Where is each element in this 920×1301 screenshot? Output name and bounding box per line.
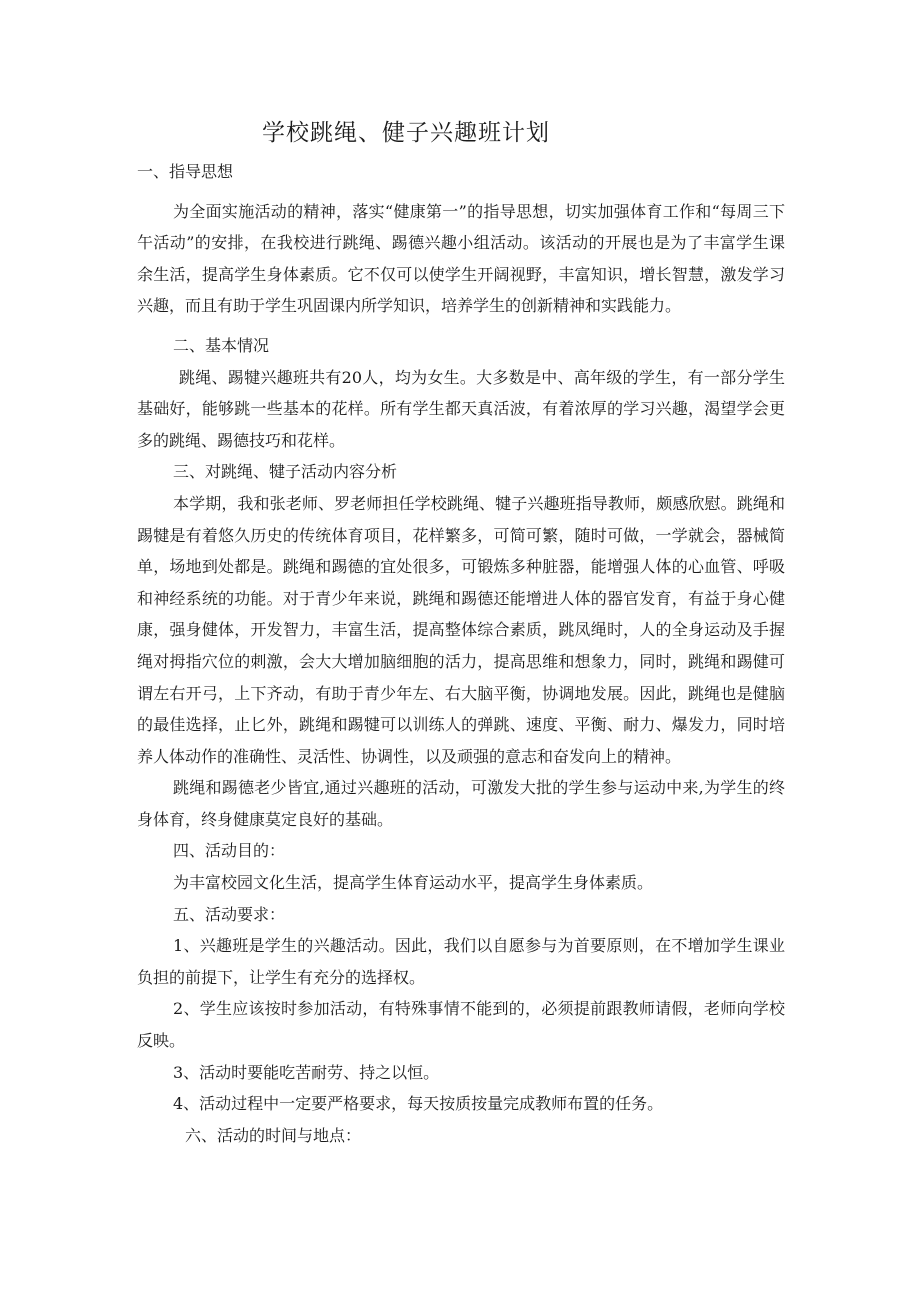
- requirement-item-2: 2、学生应该按时参加活动，有特殊事情不能到的，必须提前跟教师请假，老师向学校反映。: [137, 999, 785, 1051]
- section-heading-2: 二、基本情况: [173, 335, 270, 355]
- requirement-item-3: 3、活动时要能吃苦耐劳、持之以恒。: [173, 1062, 440, 1082]
- document-body: [137, 156, 785, 1151]
- section-heading-6: 六、活动的时间与地点：: [185, 1125, 362, 1145]
- document-title: 学校跳绳、健子兴趣班计划: [262, 120, 550, 146]
- section-heading-4: 四、活动目的：: [173, 841, 286, 861]
- section-paragraph-4: 为丰富校园文化生活，提高学生体育运动水平，提高学生身体素质。: [173, 873, 654, 893]
- section-paragraph-1: 为全面实施活动的精神，落实“健康第一”的指导思想，切实加强体育工作和“每周三下午活动”的安排，在我校进行跳绳、踢德兴趣小组活动。该活动的开展也是为了丰富学生课余生活，提高学生身体素质。它不仅可以使学生开阔视野，丰富知识，增长智慧，激发学习兴趣，而且有助于学生巩固课内所学知识，培养学生的创新精神和实践能力。: [137, 201, 785, 316]
- section-heading-3: 三、对跳绳、犍子活动内容分析: [173, 462, 398, 482]
- section-paragraph-3: 本学期，我和张老师、罗老师担任学校跳绳、犍子兴趣班指导教师，颇感欣慰。跳绳和踢犍是有着悠久历史的传统体育项目，花样繁多，可简可繁，随时可做，一学就会，器械简单，场地到处都是。跳绳和踢德的宜处很多，可锻炼多种脏器，能增强人体的心血管、呼吸和神经系统的功能。对于青少年来说，跳绳和踢德还能增进人体的器官发育，有益于身心健康，强身健体，开发智力，丰富生活，提高整体综合素质，跳凤绳时，人的全身运动及手握绳对拇指穴位的刺激，会大大增加脑细胞的活力，提高思维和想象力，同时，跳绳和踢健可谓左右开弓，上下齐动，有助于青少年左、右大脑平衡，协调地发展。因此，跳绳也是健脑的最佳选择，止匕外，跳绳和踢犍可以训练人的弹跳、速度、平衡、耐力、爆发力，同时培养人体动作的准确性、灵活性、协调性，以及顽强的意志和奋发向上的精神。: [137, 493, 785, 766]
- requirement-item-4: 4、活动过程中一定要严格要求，每天按质按量完成教师布置的任务。: [173, 1094, 664, 1114]
- section-paragraph-3b: 跳绳和踢德老少皆宜,通过兴趣班的活动，可激发大批的学生参与运动中来,为学生的终身体育，终身健康莫定良好的基础。: [137, 778, 785, 829]
- section-heading-5: 五、活动要求：: [173, 904, 286, 924]
- requirement-item-1: 1、兴趣班是学生的兴趣活动。因此，我们以自愿参与为首要原则，在不增加学生课业负担的前提下，让学生有充分的选择权。: [137, 936, 785, 987]
- section-heading-1: 一、指导思想: [137, 162, 234, 181]
- section-paragraph-2: 跳绳、踢犍兴趣班共有20人，均为女生。大多数是中、高年级的学生，有一部分学生基础好，能够跳一些基本的花样。所有学生都天真活波，有着浓厚的学习兴趣，渴望学会更多的跳绳、踢德技巧和花样。: [137, 367, 785, 450]
